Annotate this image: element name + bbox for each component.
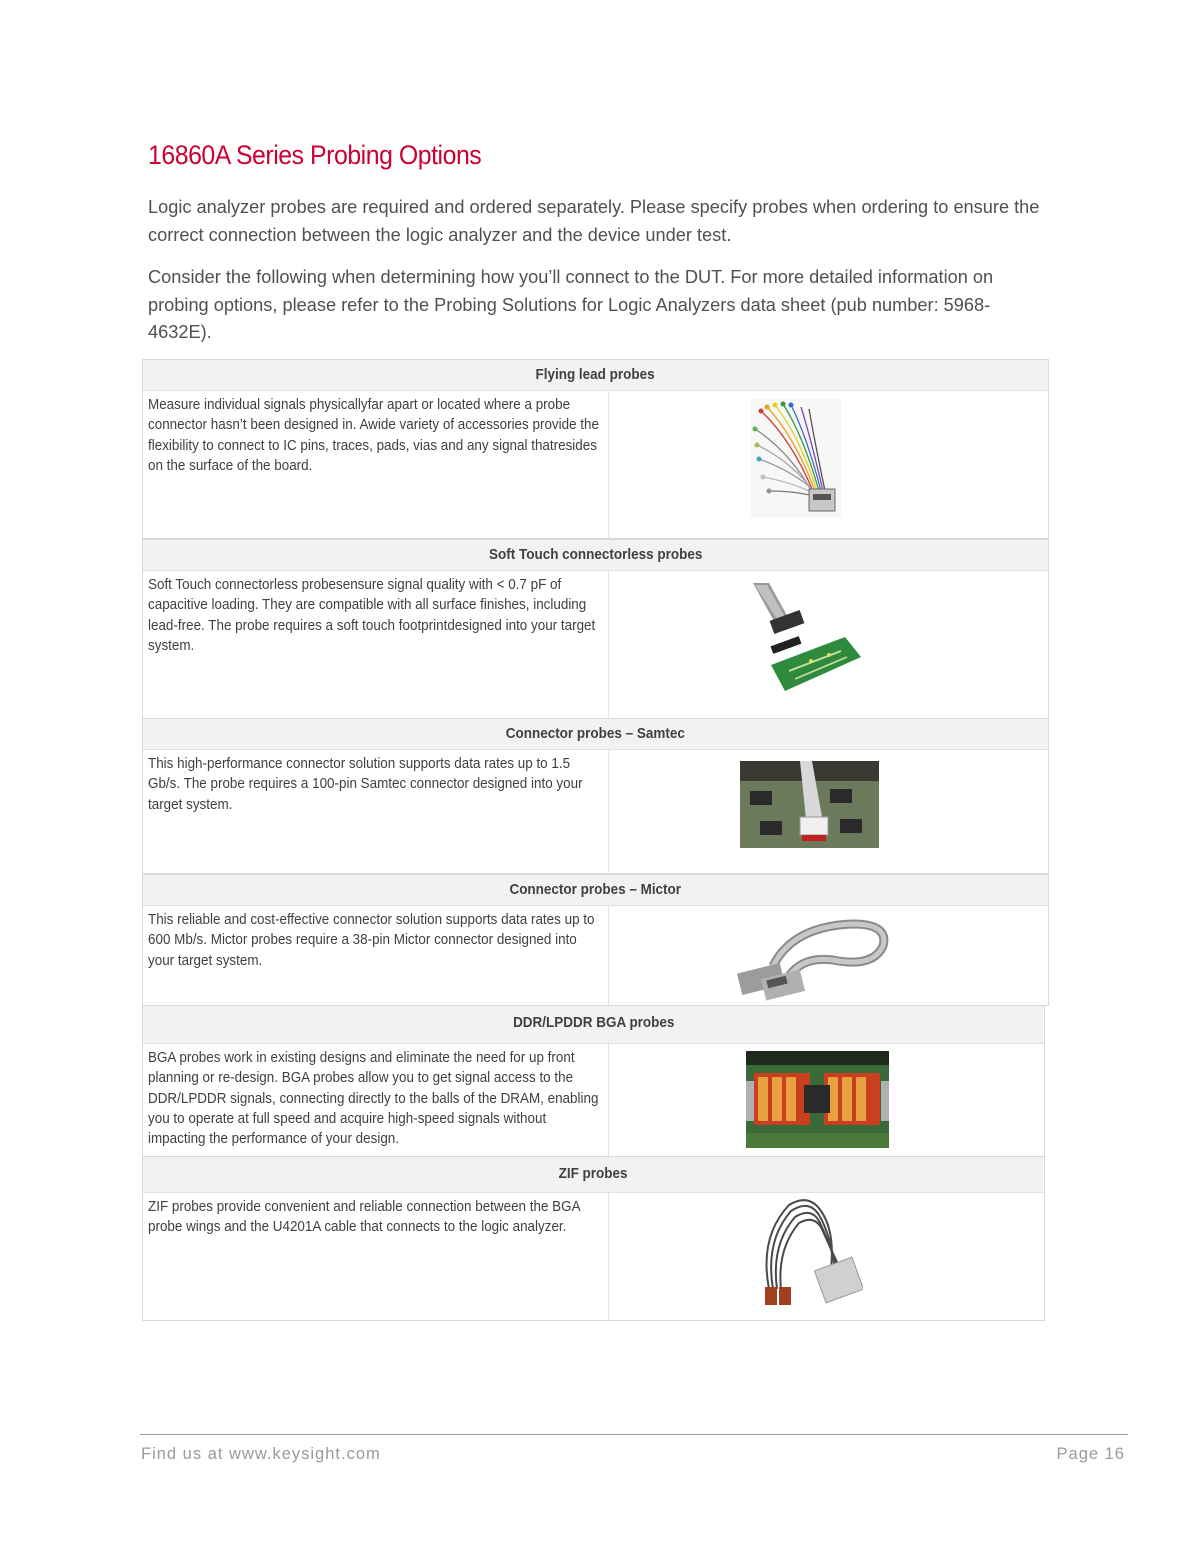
probe-section-samtec <box>142 718 1049 874</box>
probe-section-flying-lead <box>142 359 1049 539</box>
mictor-probe-photo <box>733 916 889 1004</box>
soft-touch-probe-photo <box>749 579 869 697</box>
section-heading: Flying lead probes <box>143 360 1048 391</box>
footer-website: Find us at www.keysight.com <box>141 1445 381 1463</box>
section-description: BGA probes work in existing designs and eliminate the need for up front planning or re-design. BGA probes allow you to get signal access to the DDR/LPDDR signals, connecting directly to the balls of the DRAM, enabling you to operate at full speed and acquire high-speed signals without impacting the performance of your design. <box>143 1044 609 1157</box>
intro-paragraph: Logic analyzer probes are required and ordered separately. Please specify probes when ordering to ensure the correct connection between the logic analyzer and the device under test. <box>148 197 1040 245</box>
section-heading: Connector probes – Mictor <box>143 875 1048 906</box>
section-heading: Soft Touch connectorless probes <box>143 540 1048 571</box>
samtec-probe-photo <box>740 761 879 848</box>
flying-lead-probe-photo <box>751 399 841 517</box>
section-heading: DDR/LPDDR BGA probes <box>143 1006 1044 1044</box>
section-description: Measure individual signals physicallyfar apart or located where a probe connector hasn’t been designed in. Awide variety of accessories provide the flexibility to connect to IC pins, traces, pads, vias and any signal thatresides on the surface of the board. <box>143 391 609 539</box>
probe-section-soft-touch <box>142 539 1049 719</box>
probe-section-mictor <box>142 874 1049 1006</box>
section-description: This high-performance connector solution supports data rates up to 1.5 Gb/s. The probe requires a 100-pin Samtec connector designed into your target system. <box>143 750 609 874</box>
section-description: Soft Touch connectorless probesensure signal quality with < 0.7 pF of capacitive loading. They are compatible with all surface finishes, including lead-free. The probe requires a soft touch footprintdesigned into your target system. <box>143 571 609 719</box>
section-description: This reliable and cost-effective connector solution supports data rates up to 600 Mb/s. Mictor probes require a 38-pin Mictor connector designed into your target system. <box>143 906 609 1006</box>
page-number: Page 16 <box>1056 1445 1125 1463</box>
section-heading: Connector probes – Samtec <box>143 719 1048 750</box>
zif-probe-photo <box>759 1197 863 1315</box>
bga-probe-photo <box>746 1051 889 1148</box>
page-title: 16860A Series Probing Options <box>148 140 482 170</box>
consider-paragraph: Consider the following when determining how you’ll connect to the DUT. For more detailed information on probing options, please refer to the Probing Solutions for Logic Analyzers data sheet (pub number: 5968-4632E). <box>148 267 994 342</box>
section-heading: ZIF probes <box>143 1157 1044 1193</box>
section-description: ZIF probes provide convenient and reliable connection between the BGA probe wings and the U4201A cable that connects to the logic analyzer. <box>143 1193 609 1320</box>
probe-section-bga <box>142 1005 1045 1157</box>
probe-section-zif <box>142 1156 1045 1321</box>
footer-divider <box>140 1434 1128 1435</box>
